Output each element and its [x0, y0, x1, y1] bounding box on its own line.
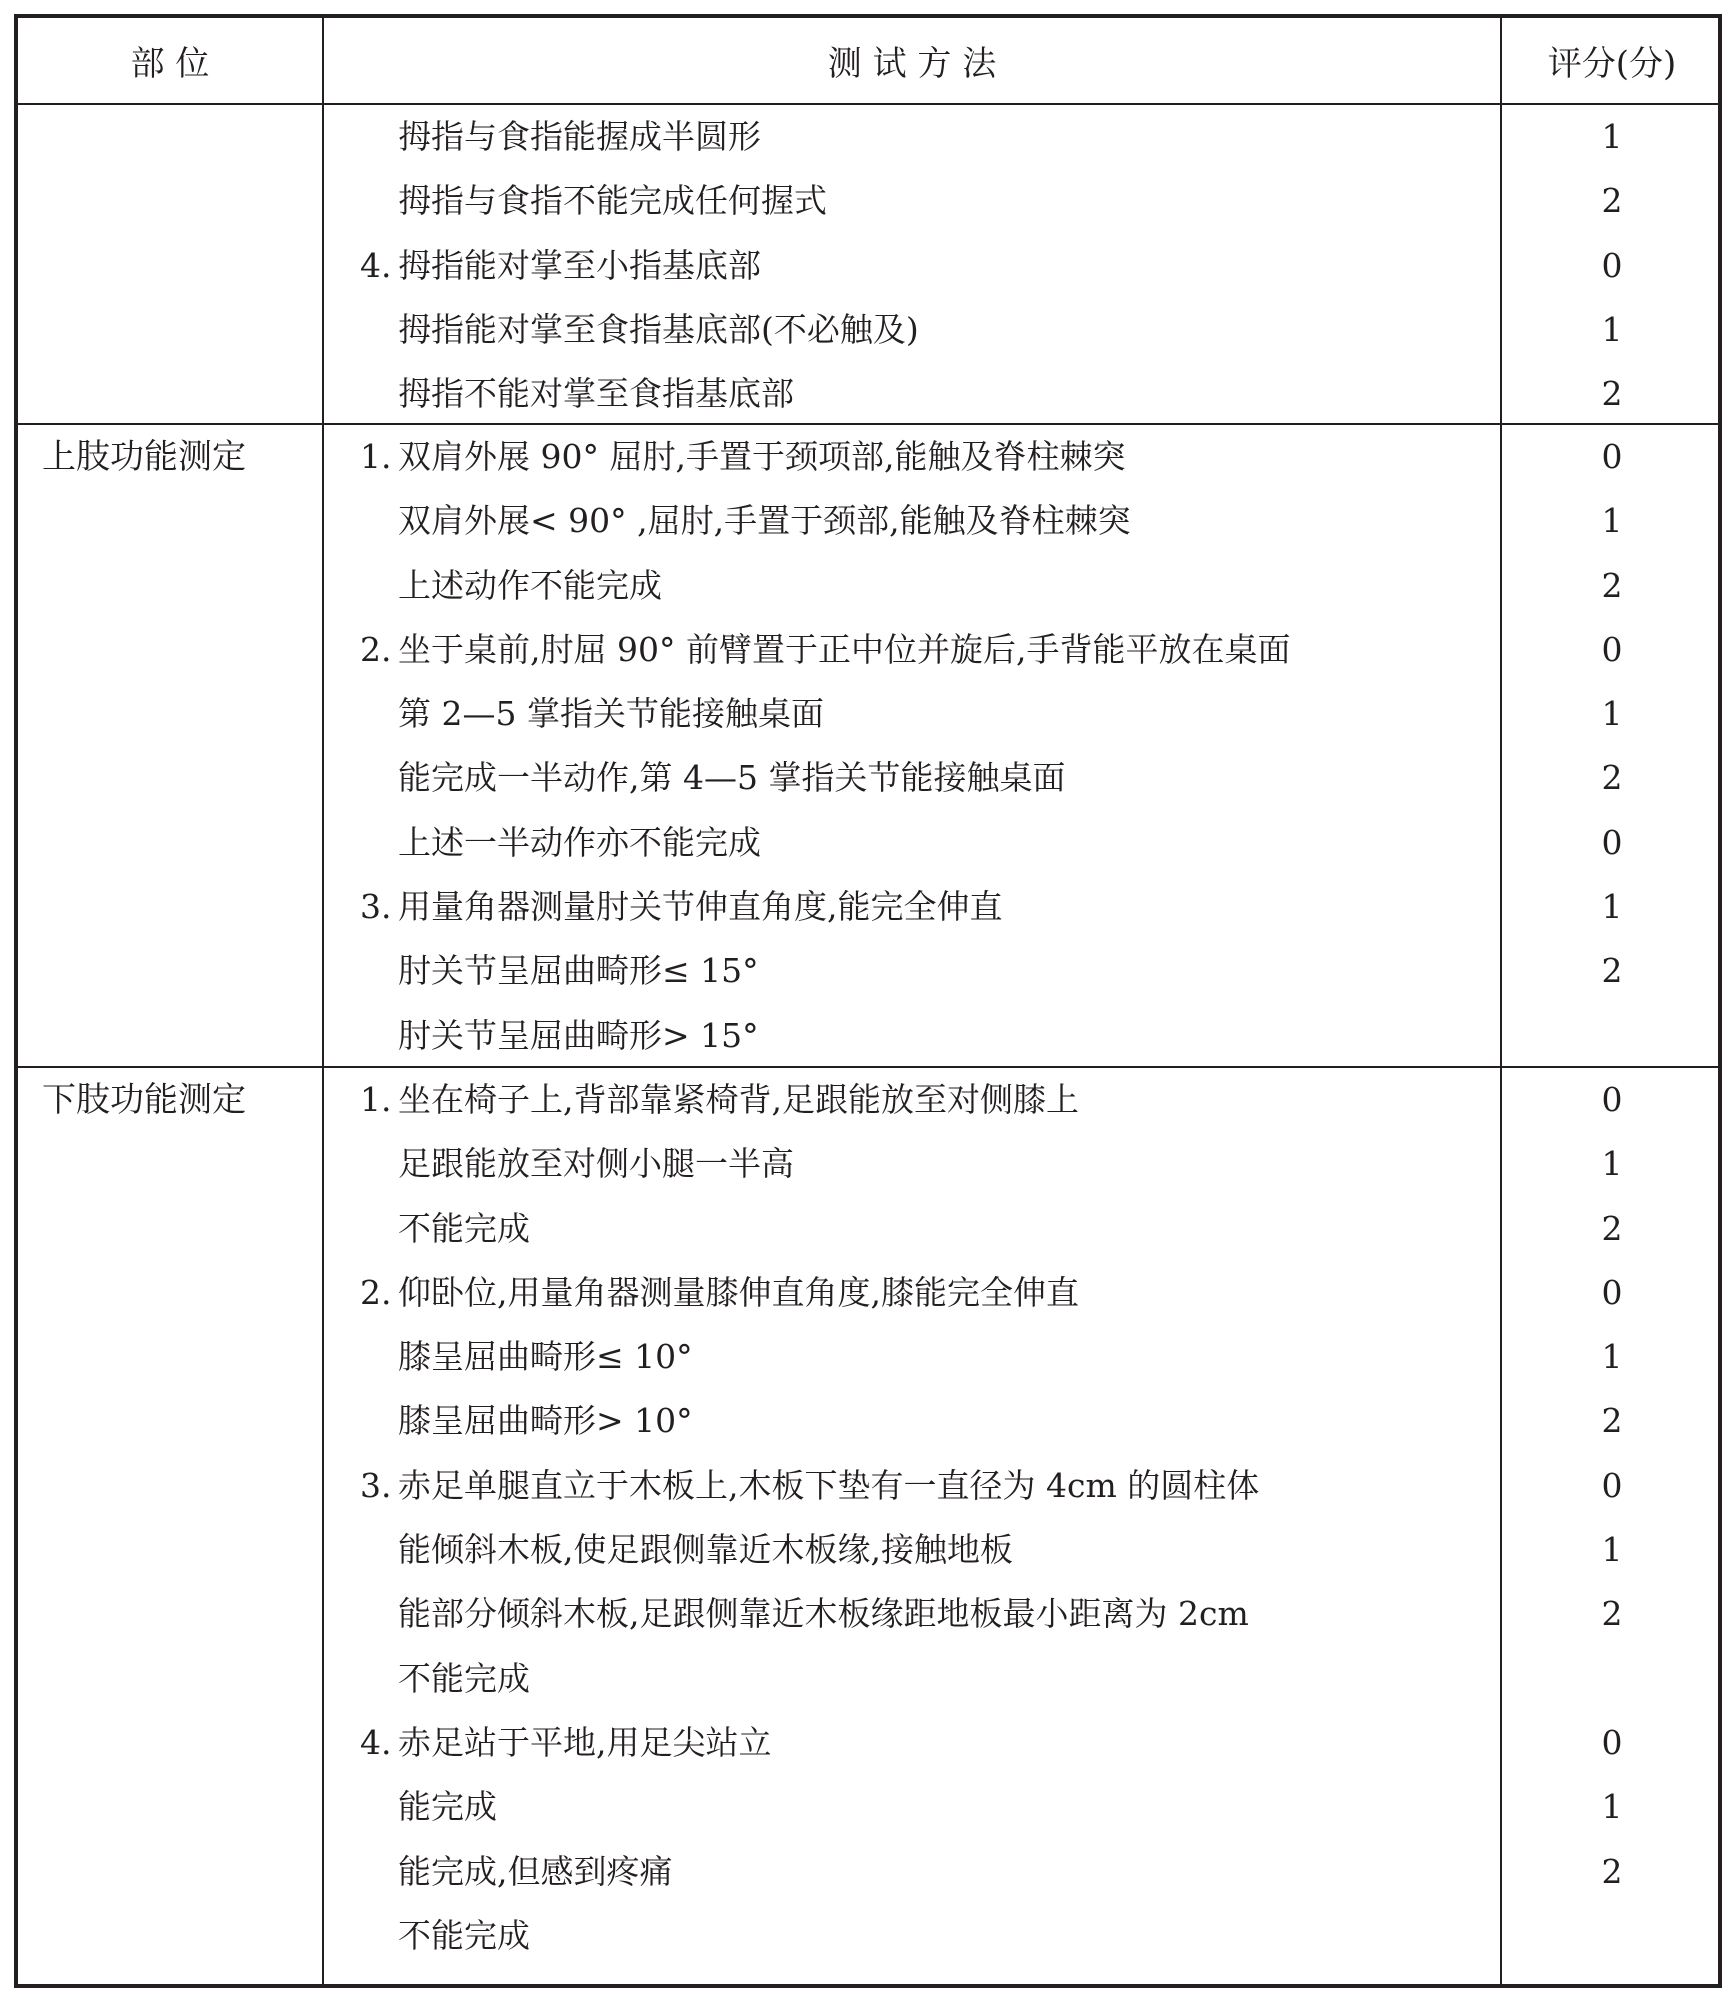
method-text	[360, 105, 761, 169]
table-row	[324, 1775, 1718, 1839]
score-value: 2	[1601, 1851, 1623, 1891]
table-row	[324, 1647, 1718, 1711]
section-rows	[324, 1068, 1718, 1968]
method-description: 拇指能对掌至小指基底部	[398, 245, 761, 285]
table-row	[324, 554, 1718, 618]
method-description: 能完成	[398, 1787, 497, 1827]
score-value: 1	[1601, 117, 1623, 156]
method-text	[360, 1711, 772, 1775]
table-row	[324, 1132, 1718, 1196]
table-row	[324, 298, 1718, 362]
method-description: 能完成一半动作,第 4—5 掌指关节能接触桌面	[398, 758, 1066, 798]
table-row	[324, 169, 1718, 233]
table-row	[324, 234, 1718, 298]
table-row	[324, 1068, 1718, 1132]
method-text	[360, 1004, 759, 1068]
method-text	[360, 1068, 1079, 1132]
table-row	[324, 425, 1718, 489]
part-label: 下肢功能测定	[42, 1080, 246, 1120]
item-number: 1.	[360, 437, 392, 476]
item-number: 4.	[360, 245, 392, 285]
header-score: 评分(分)	[1547, 44, 1677, 84]
method-text	[360, 1132, 794, 1196]
method-text	[360, 746, 1065, 810]
method-description: 能部分倾斜木板,足跟侧靠近木板缘距地板最小距离为 2cm	[398, 1594, 1249, 1634]
method-text	[360, 939, 759, 1003]
table-row	[324, 489, 1718, 553]
score-value: 0	[1601, 245, 1623, 285]
method-description: 肘关节呈屈曲畸形> 15°	[398, 1015, 759, 1055]
score-value: 1	[1601, 1144, 1623, 1184]
item-number: 2.	[360, 629, 392, 669]
method-text	[360, 1261, 1079, 1325]
method-description: 赤足站于平地,用足尖站立	[398, 1722, 772, 1762]
table-row	[324, 1518, 1718, 1582]
item-number: 2.	[360, 1272, 392, 1312]
score-value: 0	[1601, 1080, 1623, 1119]
method-text	[360, 554, 662, 618]
method-text	[360, 298, 919, 362]
table-row	[324, 1904, 1718, 1968]
method-description: 能完成,但感到疼痛	[398, 1851, 673, 1891]
method-text	[360, 1454, 1259, 1518]
item-number: 1.	[360, 1080, 392, 1119]
method-description: 双肩外展 90° 屈肘,手置于颈项部,能触及脊柱棘突	[398, 437, 1126, 476]
method-text	[360, 618, 1290, 682]
score-value: 2	[1601, 951, 1623, 991]
score-value: 2	[1601, 1594, 1623, 1634]
table-row	[324, 875, 1718, 939]
table-row	[324, 1454, 1718, 1518]
method-text	[360, 169, 827, 233]
method-description: 用量角器测量肘关节伸直角度,能完全伸直	[398, 887, 1003, 927]
score-value: 1	[1601, 1337, 1623, 1377]
score-value: 0	[1601, 1272, 1623, 1312]
table-row	[324, 105, 1718, 169]
method-description: 赤足单腿直立于木板上,木板下垫有一直径为 4cm 的圆柱体	[398, 1465, 1260, 1505]
method-description: 拇指与食指能握成半圆形	[398, 117, 761, 156]
method-description: 第 2—5 掌指关节能接触桌面	[398, 694, 824, 734]
method-description: 拇指不能对掌至食指基底部	[398, 374, 794, 414]
method-text	[360, 682, 824, 746]
item-number: 3.	[360, 887, 392, 927]
score-value: 0	[1601, 629, 1623, 669]
method-text	[360, 811, 761, 875]
method-text	[360, 425, 1125, 489]
score-value: 0	[1601, 1465, 1623, 1505]
method-text	[360, 1647, 530, 1711]
item-number: 3.	[360, 1465, 392, 1505]
method-description: 仰卧位,用量角器测量膝伸直角度,膝能完全伸直	[398, 1272, 1079, 1312]
score-value: 1	[1601, 501, 1623, 541]
method-description: 膝呈屈曲畸形> 10°	[398, 1401, 693, 1441]
method-description: 双肩外展< 90° ,屈肘,手置于颈部,能触及脊柱棘突	[398, 501, 1131, 541]
method-description: 上述动作不能完成	[398, 565, 662, 605]
method-text	[360, 875, 1003, 939]
table-row	[324, 682, 1718, 746]
method-text	[360, 1582, 1249, 1646]
table-row	[324, 1711, 1718, 1775]
table-row	[324, 1197, 1718, 1261]
score-value: 1	[1601, 1530, 1623, 1570]
method-description: 不能完成	[398, 1658, 530, 1698]
table-row	[324, 1582, 1718, 1646]
method-text	[360, 234, 761, 298]
method-text	[360, 1518, 1013, 1582]
section-rows	[324, 105, 1718, 426]
item-number: 4.	[360, 1722, 392, 1762]
score-value: 2	[1601, 374, 1623, 414]
score-value: 2	[1601, 1401, 1623, 1441]
table-row	[324, 362, 1718, 426]
score-value: 1	[1601, 694, 1623, 734]
table-row	[324, 1261, 1718, 1325]
score-value: 2	[1601, 1208, 1623, 1248]
table-row	[324, 811, 1718, 875]
score-value: 2	[1601, 758, 1623, 798]
method-description: 拇指能对掌至食指基底部(不必触及)	[398, 309, 919, 349]
method-text	[360, 1775, 497, 1839]
method-description: 能倾斜木板,使足跟侧靠近木板缘,接触地板	[398, 1530, 1013, 1570]
method-description: 坐于桌前,肘屈 90° 前臂置于正中位并旋后,手背能平放在桌面	[398, 629, 1291, 669]
table-row	[324, 1840, 1718, 1904]
method-description: 肘关节呈屈曲畸形≤ 15°	[398, 951, 759, 991]
part-label: 上肢功能测定	[42, 437, 246, 477]
score-value: 2	[1601, 565, 1623, 605]
score-value: 2	[1601, 181, 1623, 221]
method-description: 上述一半动作亦不能完成	[398, 822, 761, 862]
table-row	[324, 1389, 1718, 1453]
method-text	[360, 1389, 693, 1453]
method-description: 坐在椅子上,背部靠紧椅背,足跟能放至对侧膝上	[398, 1080, 1079, 1119]
table-row	[324, 1325, 1718, 1389]
method-text	[360, 1325, 693, 1389]
method-text	[360, 489, 1131, 553]
table-row	[324, 746, 1718, 810]
score-value: 0	[1601, 822, 1623, 862]
score-value: 1	[1601, 309, 1623, 349]
method-description: 不能完成	[398, 1915, 530, 1955]
score-value: 0	[1601, 437, 1623, 476]
table-row	[324, 939, 1718, 1003]
score-value: 0	[1601, 1722, 1623, 1762]
method-text	[360, 362, 794, 426]
method-description: 膝呈屈曲畸形≤ 10°	[398, 1337, 693, 1377]
section-rows	[324, 425, 1718, 1068]
assessment-table	[14, 14, 1722, 1988]
table-row	[324, 1004, 1718, 1068]
table-row	[324, 618, 1718, 682]
score-value: 1	[1601, 1787, 1623, 1827]
header-part: 部 位	[130, 44, 210, 84]
method-text	[360, 1197, 530, 1261]
method-description: 不能完成	[398, 1208, 530, 1248]
method-description: 足跟能放至对侧小腿一半高	[398, 1144, 794, 1184]
method-text	[360, 1904, 530, 1968]
method-text	[360, 1840, 673, 1904]
method-description: 拇指与食指不能完成任何握式	[398, 181, 827, 221]
header-method: 测 试 方 法	[827, 44, 997, 84]
score-value: 1	[1601, 887, 1623, 927]
